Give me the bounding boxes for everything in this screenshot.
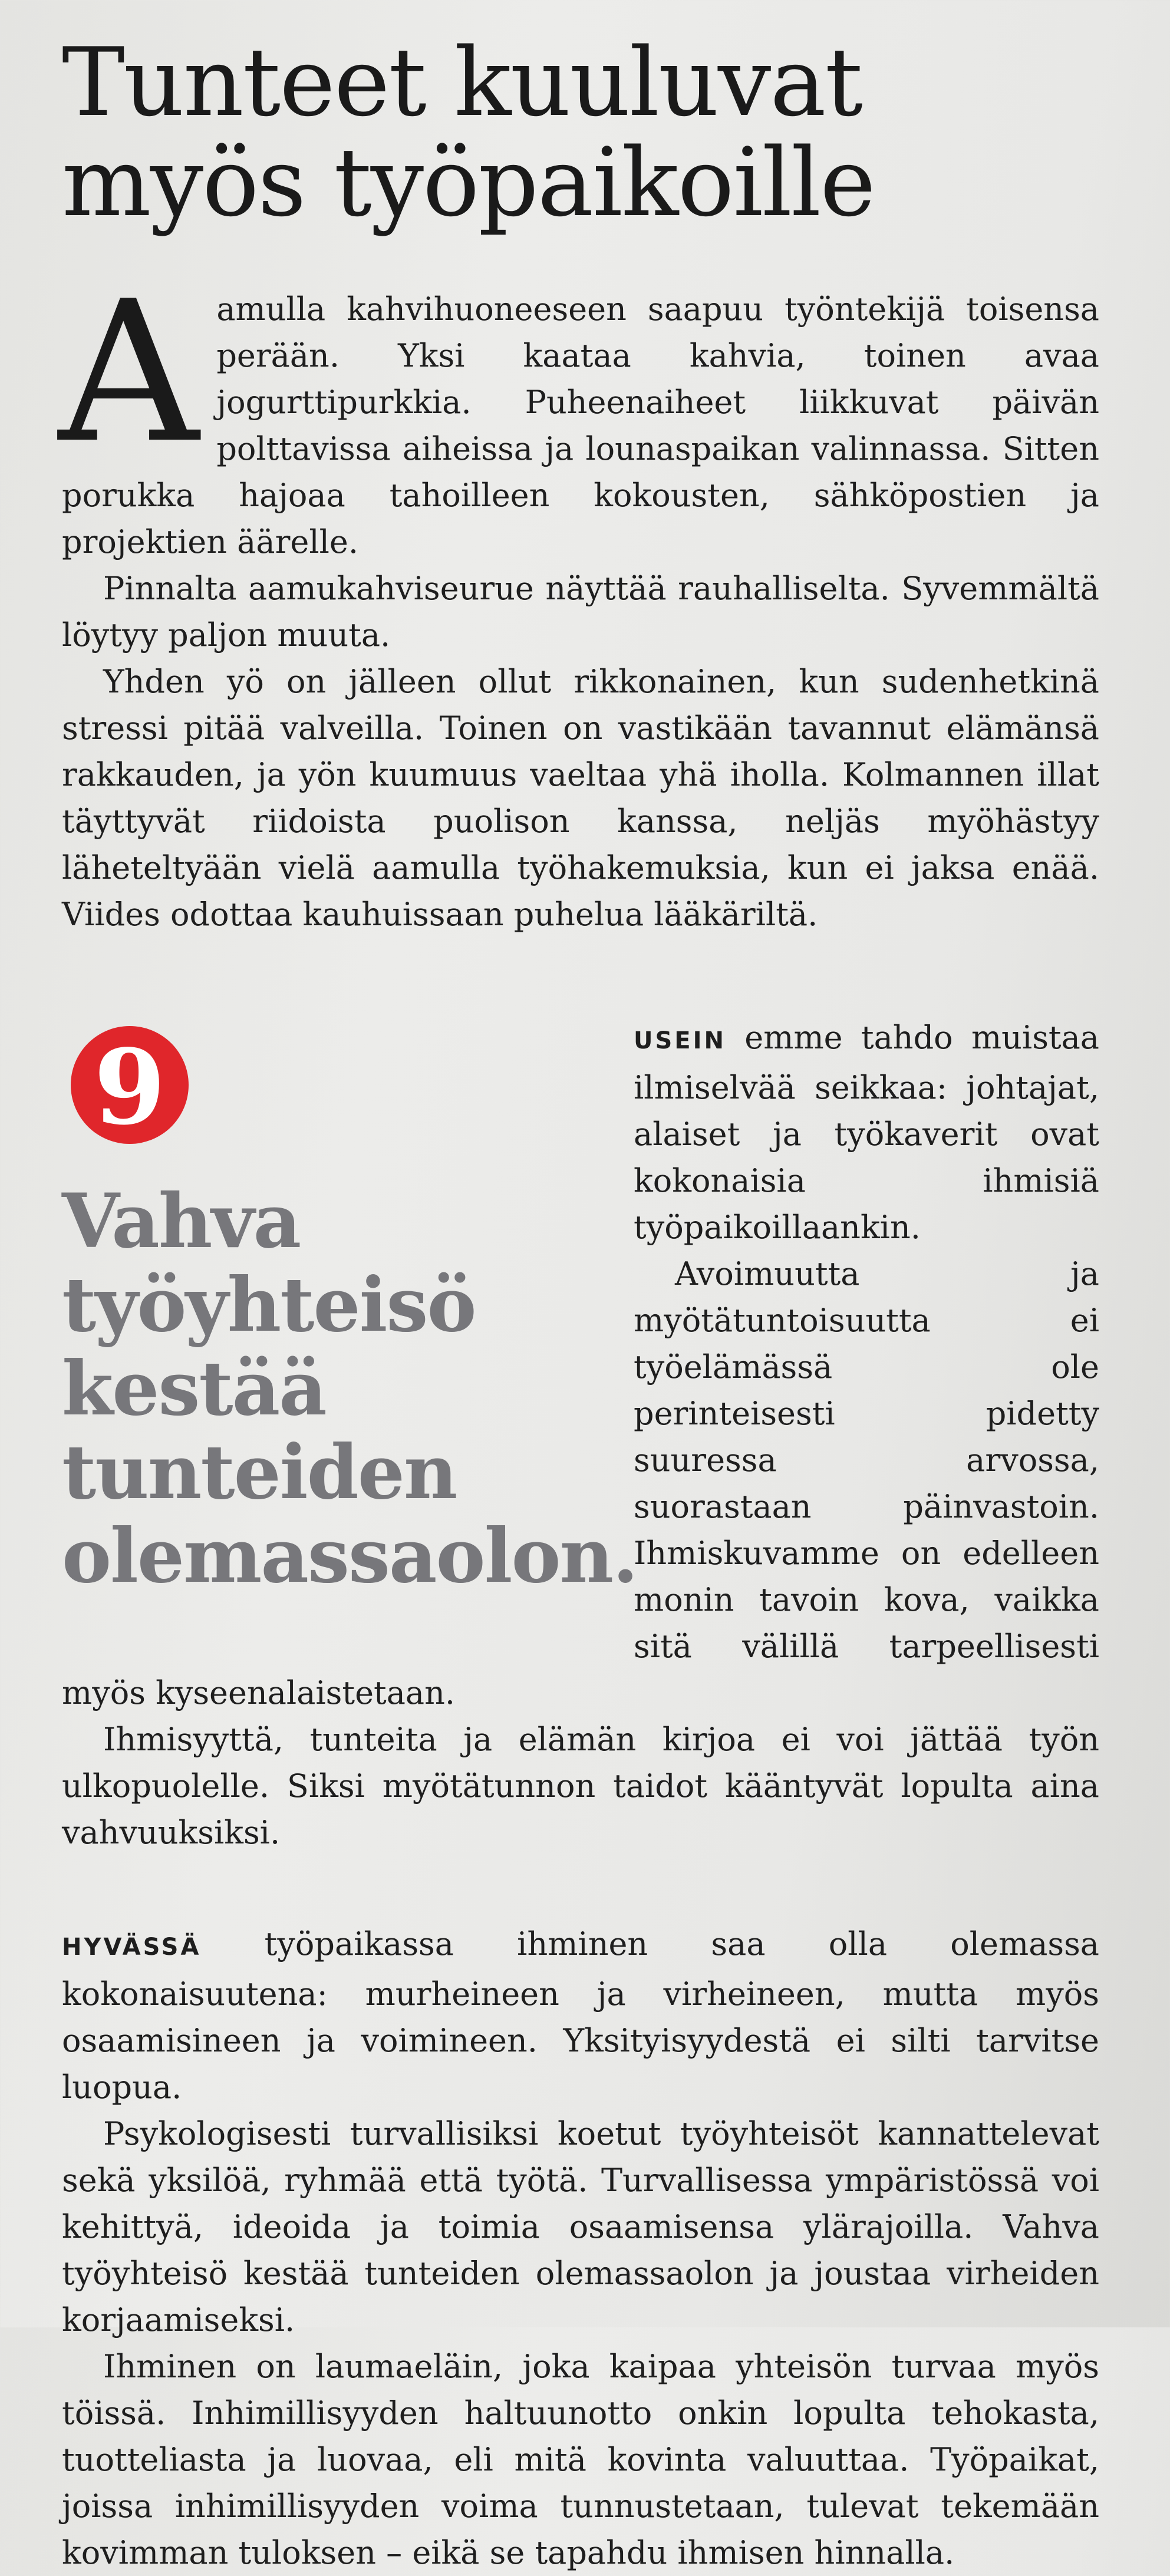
section-1-paragraph-3: Ihmisyyttä, tunteita ja elämän kirjoa ei voi jättää työn ulkopuolelle. Siksi myötätunnon taidot kääntyvät lopulta aina vahvuuksiksi. — [62, 1721, 1099, 1851]
quote-number-badge: 9 — [71, 1026, 189, 1144]
article-headline — [62, 27, 1099, 238]
section-1 — [62, 1014, 1099, 1856]
section-1-p1-text: emme tahdo muistaa ilmiselvää seikkaa: johtajat, alaiset ja työkaverit ovat kokonaisia ihmisiä työpaikoillaankin. — [634, 1019, 1099, 1246]
paragraph-2: Pinnalta aamukahviseurue näyttää rauhalliselta. Syvemmältä löytyy paljon muuta. — [62, 570, 1099, 654]
article — [58, 27, 1099, 2576]
section-2-p1-text: työpaikassa ihminen saa olla olemassa kokonaisuutena: murheineen ja virheineen, mutta myös osaamisineen ja voimineen. Yksityisyydestä ei silti tarvitse luopua. — [62, 1925, 1099, 2106]
section-1-paragraph-2: Avoimuutta ja myötätuntoisuutta ei työelämässä ole perinteisesti pidetty suuressa arvossa, suorastaan päinvastoin. Ihmiskuvamme on edelleen monin tavoin kova, vaikka sitä välillä tarpeellisesti myös kyseenalaistetaan. — [62, 1255, 1099, 1711]
headline-line-1: Tunteet kuuluvat — [62, 27, 862, 137]
section-2-paragraph-2: Psykologisesti turvallisiksi koetut työyhteisöt kannattelevat sekä yksilöä, ryhmää että työtä. Turvallisessa ympäristössä voi kehittyä, ideoida ja toimia osaamisensa ylärajoilla. Vahva työyhteisö kestää tunteiden olemassaolon ja joustaa virheiden korjaamiseksi. — [62, 2115, 1099, 2338]
paragraph-3: Yhden yö on jälleen ollut rikkonainen, kun sudenhetkinä stressi pitää valveilla. Toinen on vastikään tavannut elämänsä rakkauden, ja yön kuumuus vaeltaa yhä iholla. Kolmannen illat täyttyvät riidoista puolison kanssa, neljäs myöhästyy läheteltyään vielä aamulla työhakemuksia, kun ei jaksa enää. Viides odottaa kauhuissaan puhelua lääkäriltä. — [62, 663, 1099, 933]
headline-line-2: myös työpaikoille — [62, 127, 875, 238]
lead-text: amulla kahvihuoneeseen saapuu työntekijä toisensa perään. Yksi kaataa kahvia, toinen avaa jogurttipurkkia. Puheenaiheet liikkuvat päivän polttavissa aiheissa ja lounaspaikan valinnassa. Sitten porukka hajoaa tahoilleen kokousten, sähköpostien ja projektien äärelle. — [62, 291, 1099, 560]
section-1-runin: USEIN — [634, 1027, 726, 1054]
section-2-paragraph-1 — [62, 1921, 1099, 2110]
pullquote-sidebar — [62, 1014, 637, 1639]
drop-cap: A — [58, 259, 199, 486]
section-spacer — [62, 1856, 1099, 1921]
section-2-paragraph-3: Ihminen on laumaeläin, joka kaipaa yhteisön turvaa myös töissä. Inhimillisyyden haltuunotto onkin lopulta tehokasta, tuotteliasta ja luovaa, eli mitä kovinta valuuttaa. Työpaikat, joissa inhimillisyyden voima tunnustetaan, tulevat tekemään kovimman tuloksen – eikä se tapahdu ihmisen hinnalla. — [62, 2348, 1099, 2571]
lead-paragraph — [58, 259, 1099, 565]
section-2 — [62, 1921, 1099, 2576]
pullquote: Vahva työyhteisö kestää tunteiden olemassaolon. — [62, 1177, 637, 1599]
section-2-runin: HYVÄSSÄ — [62, 1934, 202, 1961]
